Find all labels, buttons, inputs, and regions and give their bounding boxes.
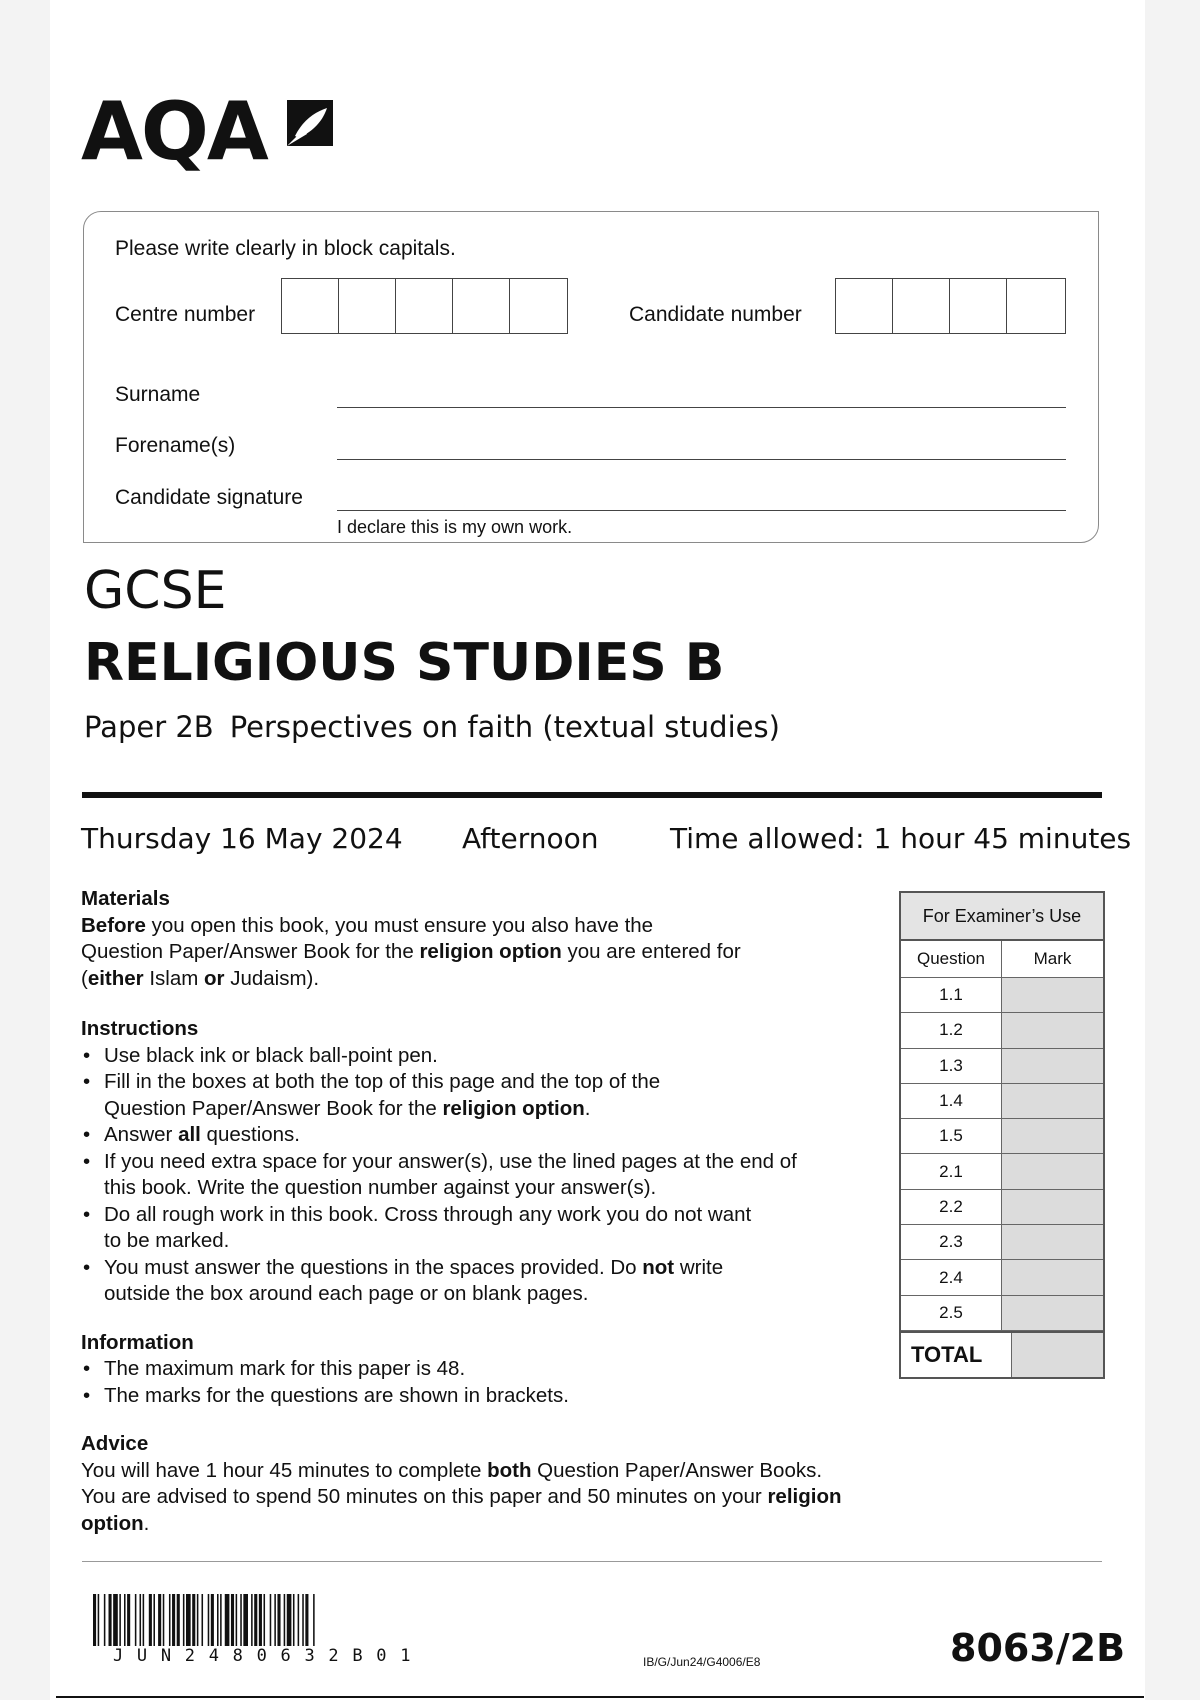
candidate-number-digit-box[interactable] <box>1007 279 1064 333</box>
information-text: The maximum mark for this paper is 48. <box>104 1357 466 1380</box>
information-text: The marks for the questions are shown in brackets. <box>104 1383 569 1407</box>
question-number: 2.2 <box>901 1190 1002 1224</box>
barcode-bar <box>225 1594 230 1646</box>
barcode-bar <box>287 1594 292 1646</box>
question-row <box>901 1119 1103 1154</box>
question-number: 2.4 <box>901 1260 1002 1294</box>
barcode-bar <box>158 1594 161 1646</box>
examiner-use-table <box>899 891 1105 1379</box>
instruction-item <box>81 1122 881 1149</box>
instruction-item <box>81 1202 881 1255</box>
question-row <box>901 1190 1103 1225</box>
barcode-bar <box>298 1594 300 1646</box>
exam-date: Thursday 16 May 2024 <box>81 822 403 855</box>
candidate-number-field[interactable] <box>835 278 1066 334</box>
advice-text-part: . <box>143 1511 150 1535</box>
barcode-bar <box>197 1594 199 1646</box>
barcode-bar <box>217 1594 219 1646</box>
materials-text-part: Judaism). <box>224 966 320 990</box>
materials-text-part: Question Paper/Answer Book for the <box>81 940 420 963</box>
candidate-number-digit-box[interactable] <box>950 279 1007 333</box>
materials-text-part: you open this book, you must ensure you also have the <box>145 913 654 937</box>
barcode-bar <box>211 1594 214 1646</box>
barcode-bar <box>172 1594 175 1646</box>
surname-label: Surname <box>115 383 201 406</box>
barcode-bar <box>236 1594 238 1646</box>
advice-text-part: Question Paper/Answer Books. <box>531 1458 823 1482</box>
mark-cell <box>1002 1296 1103 1330</box>
mark-cell <box>1002 1154 1103 1188</box>
mark-cell <box>1002 1119 1103 1153</box>
centre-number-digit-box[interactable] <box>510 279 567 333</box>
instruction-text: Do all rough work in this book. Cross through any work you do not want <box>104 1202 752 1226</box>
block-capitals-instruction: Please write clearly in block capitals. <box>115 237 456 260</box>
centre-number-field[interactable] <box>281 278 568 334</box>
total-label: TOTAL <box>901 1333 1012 1377</box>
barcode-bar <box>240 1594 242 1646</box>
aqa-leaf-icon <box>281 94 339 152</box>
information-list <box>81 1356 881 1409</box>
barcode-bar <box>202 1594 204 1646</box>
exam-session: Afternoon <box>462 822 599 855</box>
instruction-text: Answer <box>104 1123 179 1146</box>
barcode-bar <box>259 1594 262 1646</box>
instruction-text: this book. Write the question number against your answer(s). <box>104 1176 657 1199</box>
centre-number-label: Centre number <box>115 303 256 326</box>
advice-bold: religion option <box>81 1485 842 1535</box>
advice-text <box>81 1458 881 1538</box>
barcode-bar <box>113 1594 118 1646</box>
examiner-table-header <box>901 941 1103 978</box>
barcode-bar <box>183 1594 185 1646</box>
forename-field[interactable] <box>337 459 1066 460</box>
question-row <box>901 978 1103 1013</box>
barcode-bar <box>274 1594 276 1646</box>
question-number: 2.1 <box>901 1154 1002 1188</box>
advice-heading: Advice <box>81 1432 149 1455</box>
signature-label: Candidate signature <box>115 486 303 509</box>
barcode-text: JUN2480632B01 <box>113 1646 425 1666</box>
barcode-bar <box>220 1594 222 1646</box>
barcode-bar <box>119 1594 121 1646</box>
question-number: 1.5 <box>901 1119 1002 1153</box>
barcode-bar <box>192 1594 195 1646</box>
instruction-text: . <box>584 1096 591 1120</box>
materials-text <box>81 913 881 993</box>
barcode-bar <box>231 1594 234 1646</box>
question-row <box>901 1154 1103 1189</box>
instruction-item <box>81 1255 881 1308</box>
examiner-table-title: For Examiner’s Use <box>901 893 1103 941</box>
question-row <box>901 1049 1103 1084</box>
materials-bold: Before <box>81 913 146 937</box>
barcode-bar <box>293 1594 295 1646</box>
instruction-item <box>81 1043 881 1070</box>
question-number: 1.2 <box>901 1013 1002 1047</box>
barcode-bar <box>277 1594 280 1646</box>
barcode-bar <box>305 1594 308 1646</box>
question-row <box>901 1225 1103 1260</box>
information-heading: Information <box>81 1330 194 1354</box>
barcode-bar <box>186 1594 191 1646</box>
mark-column-header: Mark <box>1033 949 1072 968</box>
mark-cell <box>1002 1260 1103 1294</box>
question-number: 1.3 <box>901 1049 1002 1083</box>
paper-code-footer: 8063/2B <box>950 1626 1126 1670</box>
candidate-number-digit-box[interactable] <box>893 279 950 333</box>
barcode-bar <box>254 1594 257 1646</box>
question-number: 2.5 <box>901 1296 1002 1330</box>
total-row <box>901 1331 1103 1377</box>
materials-text-part: Islam <box>143 966 205 990</box>
barcode-bar <box>270 1594 272 1646</box>
barcode-bar <box>149 1594 152 1646</box>
barcode-bar <box>208 1594 210 1646</box>
logo-text: AQA <box>81 85 267 178</box>
materials-heading: Materials <box>81 887 170 910</box>
materials-text-part: ( <box>81 966 88 990</box>
barcode-bar <box>104 1594 106 1646</box>
centre-number-digit-box[interactable] <box>339 279 396 333</box>
barcode-bar <box>169 1594 171 1646</box>
instruction-text: Question Paper/Answer Book for the <box>104 1096 443 1120</box>
instruction-text: questions. <box>200 1123 301 1146</box>
advice-bold: both <box>487 1458 532 1482</box>
qualification-title: GCSE <box>84 561 227 621</box>
mark-cell <box>1002 1049 1103 1083</box>
page-bottom-rule <box>56 1696 1144 1698</box>
barcode-bar <box>302 1594 304 1646</box>
question-row <box>901 1084 1103 1119</box>
barcode-bar <box>177 1594 180 1646</box>
instruction-text: Use black ink or black ball-point pen. <box>104 1043 438 1067</box>
signature-field[interactable] <box>337 510 1066 511</box>
barcode-bar <box>251 1594 253 1646</box>
instruction-bold: religion option <box>442 1096 585 1120</box>
materials-text-part: you are entered for <box>561 940 741 963</box>
centre-number-digit-box[interactable] <box>282 279 339 333</box>
question-row <box>901 1013 1103 1048</box>
barcode-bar <box>124 1594 126 1646</box>
materials-bold: either <box>87 966 144 990</box>
information-item <box>81 1356 881 1383</box>
surname-field[interactable] <box>337 407 1066 408</box>
time-allowed: Time allowed: 1 hour 45 minutes <box>670 822 1132 855</box>
barcode-bar <box>243 1594 248 1646</box>
forename-label: Forename(s) <box>115 434 236 457</box>
paper-heading <box>84 710 780 744</box>
barcode-bar <box>127 1594 130 1646</box>
mark-cell <box>1002 1225 1103 1259</box>
paper-title: Perspectives on faith (textual studies) <box>229 710 780 744</box>
mark-cell <box>1002 1013 1103 1047</box>
candidate-number-label: Candidate number <box>629 303 802 326</box>
centre-number-digit-box[interactable] <box>396 279 453 333</box>
instruction-text: If you need extra space for your answer(s), use the lined pages at the end of <box>104 1149 797 1173</box>
information-item <box>81 1383 881 1410</box>
barcode-bar <box>135 1594 137 1646</box>
aqa-logo <box>81 85 341 187</box>
barcode-bar <box>93 1594 96 1646</box>
barcode-bar <box>264 1594 266 1646</box>
instructions-content <box>81 886 881 1537</box>
barcode-bar <box>313 1594 315 1646</box>
instruction-bold: all <box>178 1123 201 1146</box>
footer-divider <box>82 1561 1102 1562</box>
question-row <box>901 1260 1103 1295</box>
candidate-number-digit-box[interactable] <box>836 279 893 333</box>
total-mark-cell <box>1012 1333 1103 1377</box>
mark-cell <box>1002 978 1103 1012</box>
barcode-bar <box>153 1594 155 1646</box>
barcode-bar <box>284 1594 286 1646</box>
instruction-text: Fill in the boxes at both the top of this page and the top of the <box>104 1070 661 1093</box>
instructions-heading: Instructions <box>81 1017 199 1040</box>
barcode <box>93 1594 503 1646</box>
instruction-item <box>81 1149 881 1202</box>
barcode-bar <box>163 1594 165 1646</box>
materials-bold: religion option <box>419 940 562 963</box>
barcode-bar <box>143 1594 145 1646</box>
question-column-header: Question <box>901 941 1002 977</box>
paper-code: Paper 2B <box>84 710 214 744</box>
barcode-bar <box>140 1594 142 1646</box>
instruction-text: write <box>674 1255 724 1279</box>
title-divider <box>82 792 1102 798</box>
advice-text-part: You will have 1 hour 45 minutes to complete <box>81 1458 488 1482</box>
document-reference: IB/G/Jun24/G4006/E8 <box>643 1655 761 1669</box>
question-number: 1.1 <box>901 978 1002 1012</box>
barcode-bar <box>98 1594 100 1646</box>
advice-text-part: You are advised to spend 50 minutes on this paper and 50 minutes on your <box>81 1485 768 1508</box>
instructions-list <box>81 1043 881 1308</box>
instruction-bold: not <box>642 1255 675 1279</box>
question-number: 2.3 <box>901 1225 1002 1259</box>
mark-cell <box>1002 1084 1103 1118</box>
instruction-text: You must answer the questions in the spaces provided. Do <box>104 1255 643 1279</box>
instruction-item <box>81 1069 881 1122</box>
question-row <box>901 1296 1103 1331</box>
question-number: 1.4 <box>901 1084 1002 1118</box>
declaration-text: I declare this is my own work. <box>337 517 573 537</box>
instruction-text: outside the box around each page or on blank pages. <box>104 1282 589 1305</box>
subject-title: RELIGIOUS STUDIES B <box>84 633 725 693</box>
instruction-text: to be marked. <box>104 1229 230 1252</box>
centre-number-digit-box[interactable] <box>453 279 510 333</box>
mark-cell <box>1002 1190 1103 1224</box>
barcode-bar <box>109 1594 112 1646</box>
materials-bold: or <box>204 966 225 990</box>
